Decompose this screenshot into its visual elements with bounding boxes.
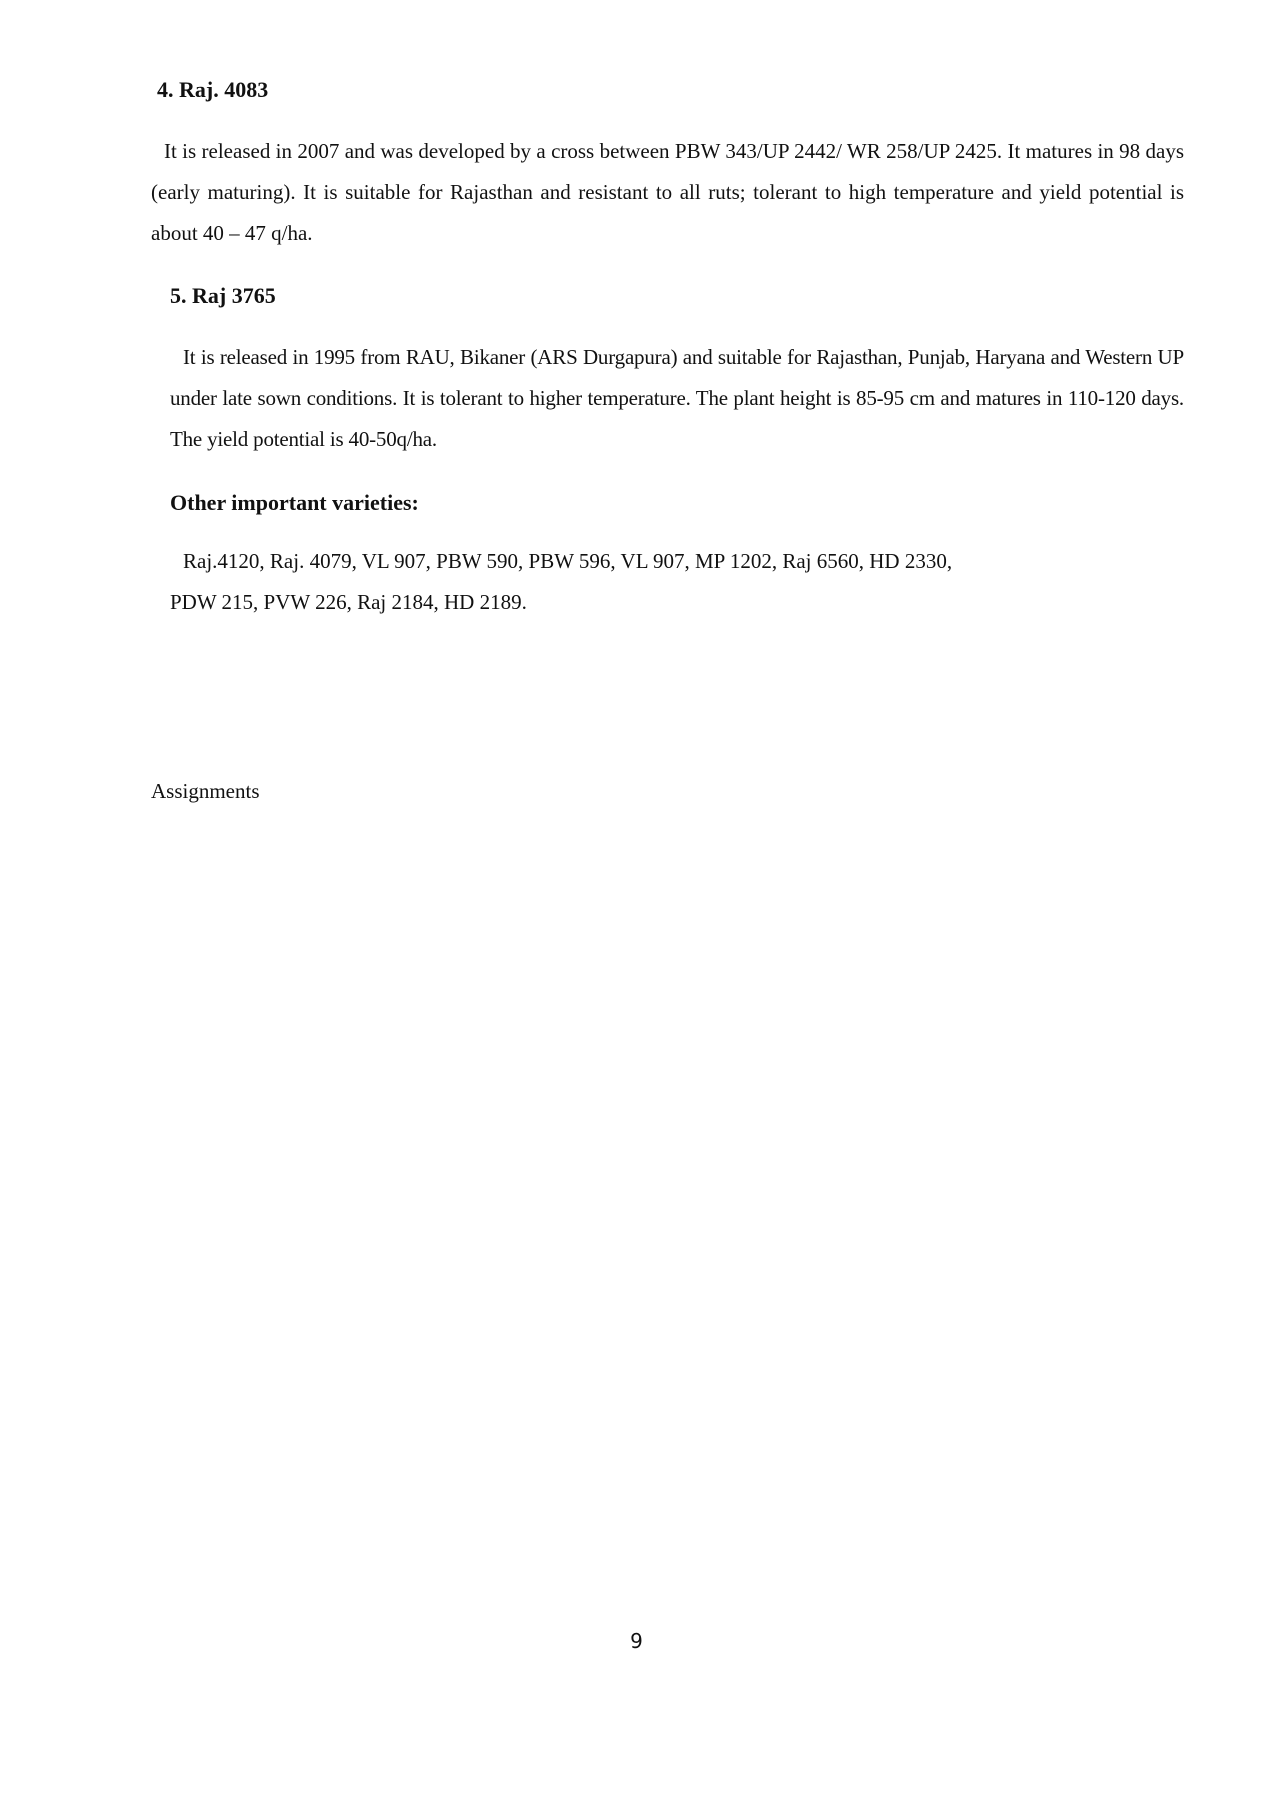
section-body-raj-4083: [151, 131, 1184, 254]
other-varieties-line-2: PDW 215, PVW 226, Raj 2184, HD 2189.: [170, 590, 527, 614]
section-body-raj-4083-text: It is released in 2007 and was developed by a cross between PBW 343/UP 2442/ WR 258/UP 2425. It matures in 98 days (early maturing). It is suitable for Rajasthan and resistant to all ruts; tolerant to high temperature and yield potential is about 40 – 47 q/ha.: [151, 139, 1184, 245]
assignments-label: Assignments: [151, 779, 260, 803]
section-body-raj-3765-text: It is released in 1995 from RAU, Bikaner (ARS Durgapura) and suitable for Rajasthan, Punjab, Haryana and Western UP under late sown conditions. It is tolerant to higher temperature. The plant height is 85-95 cm and matures in 110-120 days. The yield potential is 40-50q/ha.: [170, 345, 1184, 451]
section-heading-raj-4083: 4. Raj. 4083: [157, 77, 269, 102]
other-varieties-line-1: Raj.4120, Raj. 4079, VL 907, PBW 590, PBW 596, VL 907, MP 1202, Raj 6560, HD 2330,: [183, 549, 953, 573]
section-body-raj-3765: [170, 337, 1184, 460]
section-heading-raj-3765: 5. Raj 3765: [170, 283, 276, 308]
page-number: 9: [630, 1629, 643, 1653]
other-varieties-heading: Other important varieties:: [170, 490, 419, 515]
